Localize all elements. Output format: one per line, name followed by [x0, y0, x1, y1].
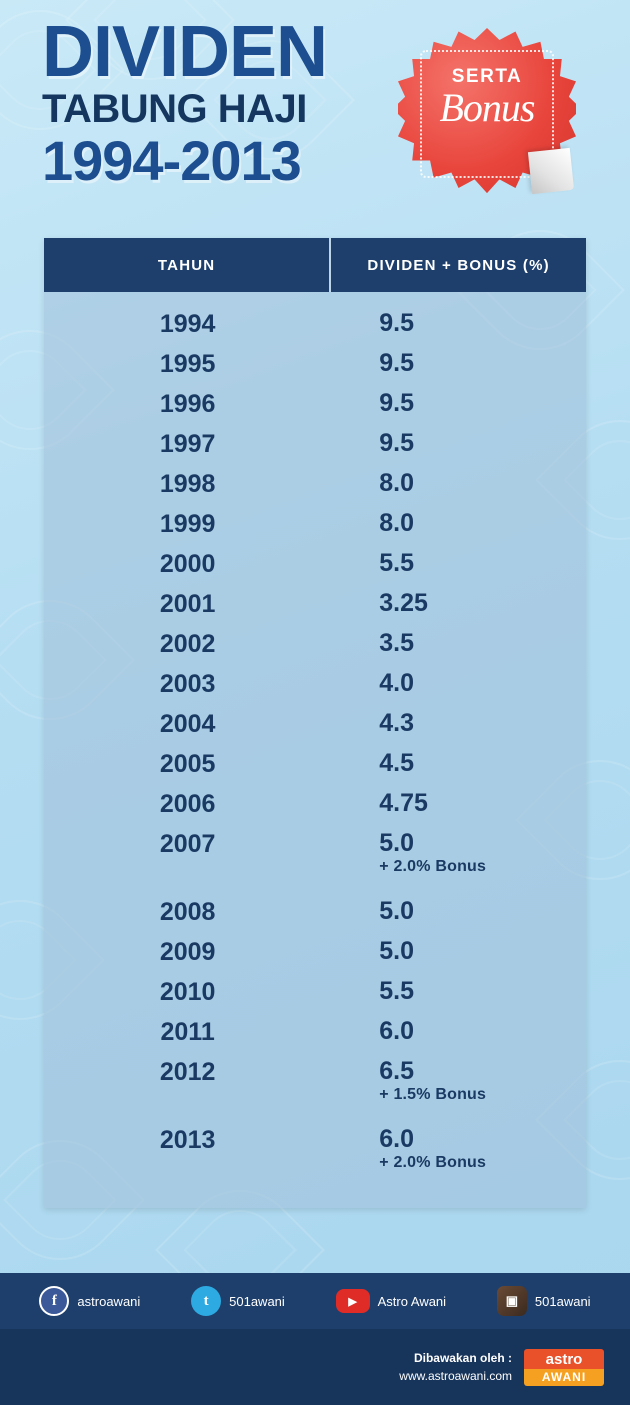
social-bar — [0, 1273, 630, 1329]
cell-value — [331, 546, 586, 576]
value-main: 8.0 — [379, 469, 415, 497]
value-main: 4.75 — [379, 789, 428, 817]
cell-year: 2005 — [159, 750, 216, 778]
cell-value — [331, 626, 586, 656]
footer-credit-label: Dibawakan oleh : — [413, 1351, 512, 1365]
table-row — [44, 894, 586, 934]
cell-value — [331, 706, 586, 736]
table-row — [44, 506, 586, 546]
value-main: 9.5 — [379, 349, 415, 377]
astro-logo-bottom: AWANI — [524, 1369, 604, 1386]
bonus-starburst-badge — [398, 28, 576, 200]
table-row — [44, 786, 586, 826]
cell-value — [331, 426, 586, 456]
cell-value — [331, 934, 586, 964]
table-row — [44, 826, 586, 894]
table-row — [44, 974, 586, 1014]
social-link-twitter[interactable] — [191, 1286, 285, 1316]
table-row — [44, 586, 586, 626]
value-main: 6.5 — [379, 1057, 415, 1085]
value-main: 5.5 — [379, 549, 415, 577]
cell-value — [331, 1054, 586, 1104]
value-bonus: + 1.5% Bonus — [379, 1086, 487, 1104]
table-row — [44, 346, 586, 386]
cell-value — [331, 974, 586, 1004]
cell-year: 1997 — [159, 430, 216, 458]
social-link-facebook[interactable] — [39, 1286, 140, 1316]
cell-value — [331, 466, 586, 496]
cell-year: 2006 — [159, 790, 216, 818]
cell-year: 1999 — [159, 510, 216, 538]
cell-value — [331, 386, 586, 416]
cell-year: 2009 — [159, 938, 216, 966]
value-main: 9.5 — [379, 389, 415, 417]
footer-credit-block — [399, 1349, 512, 1385]
cell-value — [331, 506, 586, 536]
youtube-icon[interactable]: ▶ — [336, 1289, 370, 1313]
value-main: 5.0 — [379, 937, 415, 965]
cell-value — [331, 666, 586, 696]
badge-top-label: SERTA — [451, 66, 523, 87]
cell-year: 2001 — [159, 590, 216, 618]
social-label: astroawani — [77, 1293, 141, 1309]
table-row — [44, 1054, 586, 1122]
column-header-dividend: DIVIDEN + BONUS (%) — [367, 256, 550, 274]
twitter-icon[interactable]: t — [191, 1286, 221, 1316]
table-row — [44, 626, 586, 666]
cell-value — [331, 746, 586, 776]
cell-value — [331, 786, 586, 816]
cell-year: 2008 — [159, 898, 216, 926]
page-header — [0, 0, 630, 238]
social-link-youtube[interactable] — [336, 1289, 446, 1313]
value-main: 9.5 — [379, 309, 415, 337]
badge-main-label: Bonus — [439, 85, 535, 130]
value-main: 6.0 — [379, 1017, 415, 1045]
social-label: 501awani — [229, 1293, 285, 1309]
table-body — [44, 292, 586, 1208]
cell-year: 2004 — [159, 710, 216, 738]
social-link-instagram[interactable] — [497, 1286, 591, 1316]
cell-year: 2011 — [160, 1018, 215, 1046]
social-label: Astro Awani — [377, 1293, 447, 1309]
cell-year: 2013 — [159, 1126, 216, 1154]
cell-value — [331, 1122, 586, 1172]
table-row — [44, 746, 586, 786]
value-main: 5.0 — [379, 829, 415, 857]
dividend-table — [44, 238, 586, 1208]
value-main: 8.0 — [379, 509, 415, 537]
value-main: 9.5 — [379, 429, 415, 457]
cell-value — [331, 894, 586, 924]
cell-year: 2000 — [159, 550, 216, 578]
table-row — [44, 934, 586, 974]
table-row — [44, 426, 586, 466]
value-main: 4.5 — [379, 749, 415, 777]
table-row — [44, 1122, 586, 1190]
social-label: 501awani — [534, 1293, 591, 1309]
facebook-icon[interactable]: f — [39, 1286, 69, 1316]
value-main: 6.0 — [379, 1125, 415, 1153]
value-main: 4.3 — [379, 709, 415, 737]
table-row — [44, 1014, 586, 1054]
astro-logo-top: astro — [524, 1349, 604, 1369]
value-main: 4.0 — [379, 669, 415, 697]
page-subtitle: TABUNG HAJI — [42, 87, 307, 132]
cell-value — [331, 826, 586, 876]
cell-year: 2003 — [159, 670, 216, 698]
cell-year: 1995 — [159, 350, 216, 378]
cell-year: 2007 — [159, 830, 216, 858]
value-main: 3.25 — [379, 589, 428, 617]
cell-value — [331, 1014, 586, 1044]
table-header-row — [44, 238, 586, 292]
cell-year: 2012 — [159, 1058, 216, 1086]
table-row — [44, 386, 586, 426]
cell-year: 1998 — [159, 470, 216, 498]
footer-website-url[interactable]: www.astroawani.com — [399, 1369, 512, 1383]
instagram-icon[interactable]: ▣ — [497, 1286, 527, 1316]
value-main: 5.0 — [379, 897, 415, 925]
page-curl-icon — [528, 148, 574, 194]
table-row — [44, 706, 586, 746]
value-bonus: + 2.0% Bonus — [379, 858, 487, 876]
column-header-year: TAHUN — [44, 238, 331, 292]
cell-value — [331, 306, 586, 336]
cell-year: 2010 — [159, 978, 216, 1006]
cell-year: 2002 — [159, 630, 216, 658]
cell-value — [331, 346, 586, 376]
cell-year: 1994 — [159, 310, 216, 338]
value-main: 5.5 — [379, 977, 415, 1005]
page-title: DIVIDEN — [42, 12, 328, 92]
table-row — [44, 546, 586, 586]
cell-year: 1996 — [159, 390, 216, 418]
value-main: 3.5 — [379, 629, 415, 657]
table-row — [44, 666, 586, 706]
page-year-range: 1994-2013 — [42, 129, 301, 193]
cell-value — [331, 586, 586, 616]
page-footer — [0, 1329, 630, 1405]
table-row — [44, 306, 586, 346]
astro-awani-logo — [524, 1349, 604, 1386]
table-row — [44, 466, 586, 506]
value-bonus: + 2.0% Bonus — [379, 1154, 487, 1172]
